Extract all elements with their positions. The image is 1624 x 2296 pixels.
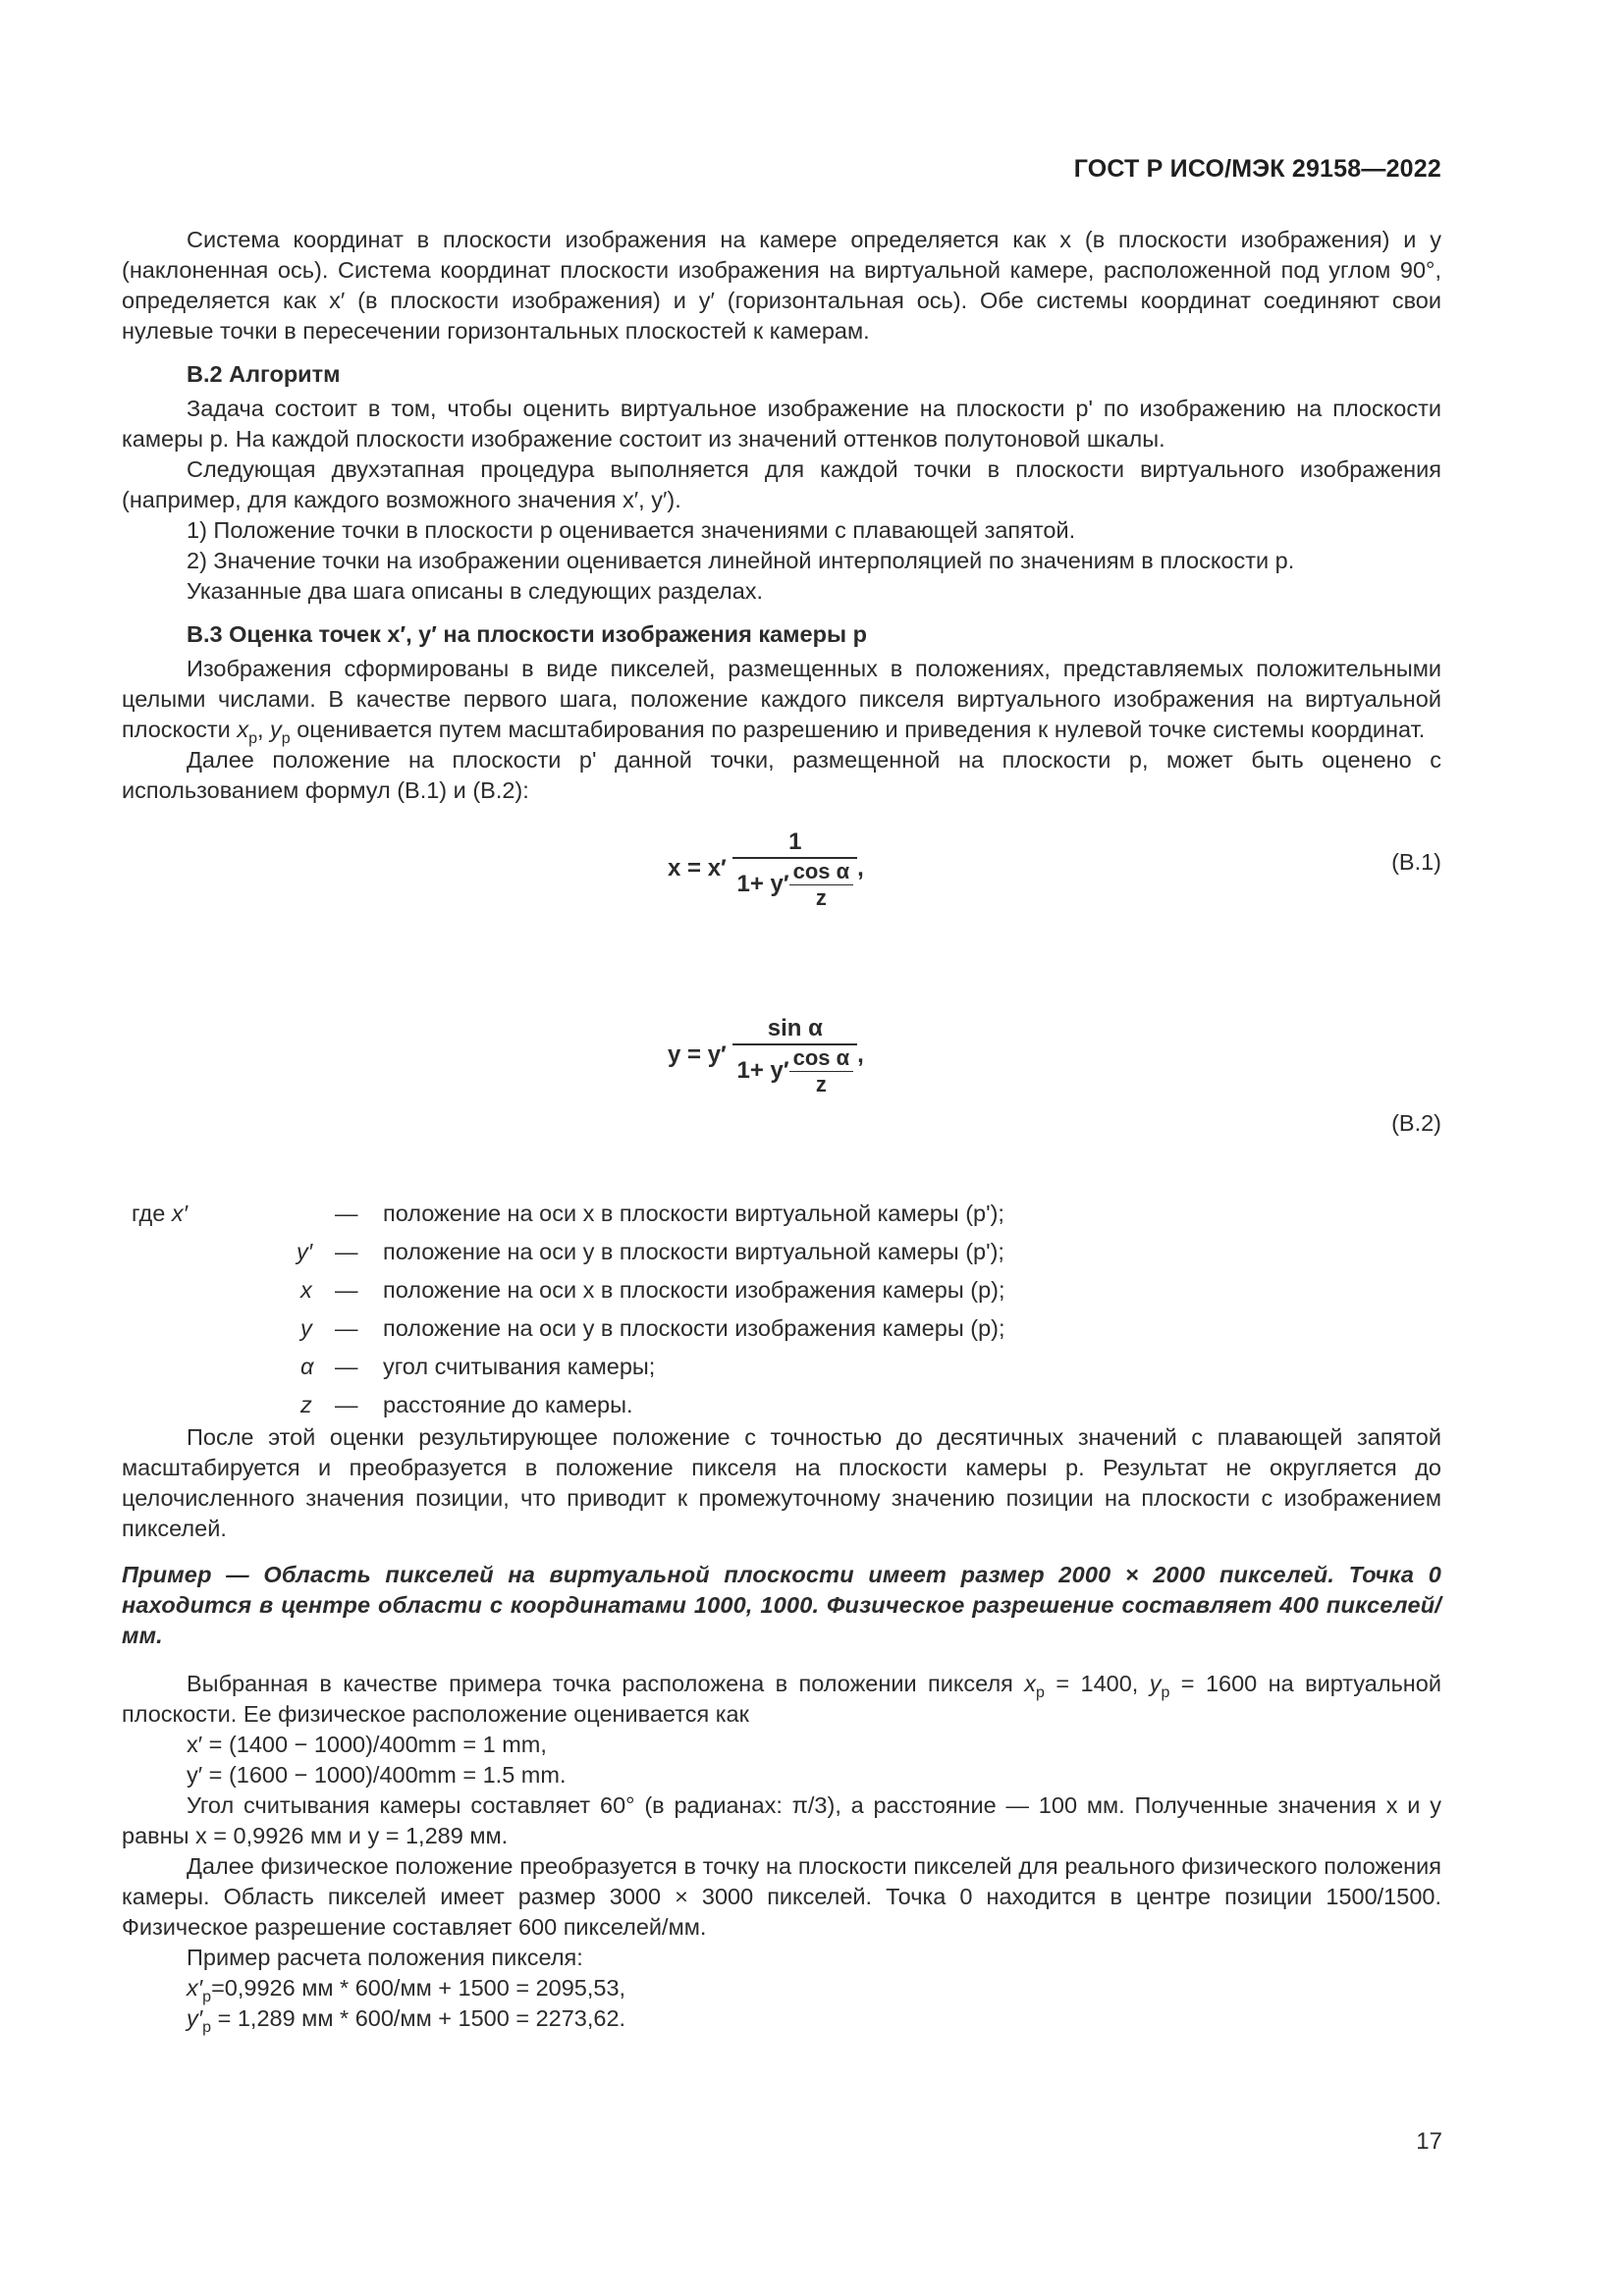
formula-b1 xyxy=(122,828,1441,985)
paragraph-b2-steps-note: Указанные два шага описаны в следующих разделах. xyxy=(187,578,764,604)
formula-b1-inner-fraction: $\frac{\text{cos α}}{z}$ xyxy=(789,859,854,911)
formula-b2-lhs: y = y′ xyxy=(668,1041,727,1068)
section-heading-b3: B.3 Оценка точек x′, y′ на плоскости изображения камеры p xyxy=(187,621,867,647)
formula-b1-expression: x = x′ 1 1+ y′ $\frac{\text{cos α}}{z}$ , xyxy=(668,828,864,910)
formula-b1-numerator: 1 xyxy=(788,828,802,855)
calc-line-xp: $x'_p=0,9926$ мм * 600/мм + 1500 = 2095,53, xyxy=(187,1975,626,2005)
page-content xyxy=(122,225,1441,2034)
paragraph-b3-formulas-intro: Далее положение на плоскости p' данной точки, размещенной на плоскости p, может быть оценено с использованием формул (B.1) и (B.2): xyxy=(122,747,1441,803)
calc-line-y: y′ = (1600 − 1000)/400mm = 1.5 mm. xyxy=(187,1762,567,1788)
formula-b2-inner-fraction: $\frac{\text{cos α}}{z}$ xyxy=(789,1045,854,1097)
definition-row: α — угол считывания камеры; xyxy=(300,1354,656,1379)
formula-b2-number: (B.2) xyxy=(1391,1110,1441,1136)
formula-b2-denominator: 1+ y′ $\frac{\text{cos α}}{z}$ xyxy=(732,1043,857,1097)
definition-lead: где x′ xyxy=(132,1201,188,1226)
paragraph-b2-task: Задача состоит в том, чтобы оценить виртуальное изображение на плоскости p' по изображению на плоскости камеры p. На каждой плоскости изображение состоит из значений оттенков полутоновой шкалы. xyxy=(122,396,1441,452)
formula-b2-numerator: sin α xyxy=(767,1015,823,1041)
calc-line-x: x′ = (1400 − 1000)/400mm = 1 mm, xyxy=(187,1732,547,1757)
document-id-header: ГОСТ Р ИСО/МЭК 29158—2022 xyxy=(1073,155,1441,183)
list-item-step-1: 1) Положение точки в плоскости p оценивается значениями с плавающей запятой. xyxy=(187,517,1076,543)
paragraph-after-evaluation: После этой оценки результирующее положение с точностью до десятичных значений с плавающей запятой масштабируется и преобразуется в положение пикселя на плоскости камеры p. Результат не округляется до целочисленного значения позиции, что приводит к промежуточному значению позиции на плоскости с изображением пикселей. xyxy=(122,1424,1441,1541)
definition-row: z — расстояние до камеры. xyxy=(300,1392,633,1417)
definition-row: где x′ — положение на оси x в плоскости виртуальной камеры (p'); xyxy=(122,1199,1441,1237)
calc-example-label: Пример расчета положения пикселя: xyxy=(187,1945,583,1970)
formula-b1-lhs: x = x′ xyxy=(668,854,727,881)
calc-line-yp: $y'_p = 1,289$ мм * 600/мм + 1500 = 2273,62. xyxy=(187,2005,626,2036)
formula-b2 xyxy=(122,1014,1441,1181)
variable-definitions xyxy=(122,1199,1441,1422)
paragraph-camera-angle: Угол считывания камеры составляет 60° (в радианах: π/3), а расстояние — 100 мм. Полученные значения x и y равны x = 0,9926 мм и y = 1,289 мм. xyxy=(122,1792,1441,1848)
example-note: Пример — Область пикселей на виртуальной плоскости имеет размер 2000 × 2000 пикселей. Точка 0 находится в центре области с координатами 1000, 1000. Физическое разрешение составляет 400 пикселей/мм. xyxy=(122,1562,1441,1648)
formula-b2-expression: y = y′ sin α 1+ y′ $\frac{\text{cos α}}{z}$ , xyxy=(668,1015,864,1096)
paragraph-b2-procedure: Следующая двухэтапная процедура выполняется для каждой точки в плоскости виртуального изображения (например, для каждого возможного значения x′, y′). xyxy=(122,456,1441,512)
formula-b1-fraction xyxy=(732,828,857,911)
definition-row: x — положение на оси x в плоскости изображения камеры (p); xyxy=(300,1277,1005,1303)
section-heading-b2: B.2 Алгоритм xyxy=(187,361,341,387)
paragraph-example-point: Выбранная в качестве примера точка расположена в положении пикселя $x_p = 1400$, $y_p = 1600$ на виртуальной плоскости. Ее физическое расположение оценивается как xyxy=(122,1671,1441,1727)
paragraph-physical-position: Далее физическое положение преобразуется в точку на плоскости пикселей для реального физического положения камеры. Область пикселей имеет размер 3000 × 3000 пикселей. Точка 0 находится в центре позиции 1500/1500. Физическое разрешение составляет 600 пикселей/мм. xyxy=(122,1853,1441,1940)
paragraph-coord-system: Система координат в плоскости изображения на камере определяется как x (в плоскости изображения) и y (наклоненная ось). Система координат плоскости изображения на виртуальной камере, расположенной под углом 90°, определяется как x′ (в плоскости изображения) и y′ (горизонтальная ось). Обе системы координат соединяют свои нулевые точки в пересечении горизонтальных плоскостей к камерам. xyxy=(122,227,1441,344)
formula-b2-fraction xyxy=(732,1014,857,1097)
formula-b1-denominator: 1+ y′ $\frac{\text{cos α}}{z}$ xyxy=(732,857,857,911)
definition-row: y — положение на оси y в плоскости изображения камеры (p); xyxy=(300,1315,1005,1341)
paragraph-b3-pixels: Изображения сформированы в виде пикселей, размещенных в положениях, представляемых положительными целыми числами. В качестве первого шага, положение каждого пикселя виртуального изображения на виртуальной плоскости $x_p$, $y_p$ оценивается путем масштабирования по разрешению и приведения к нулевой точке системы координат. xyxy=(122,656,1441,747)
page-number: 17 xyxy=(1416,2128,1442,2155)
definition-row: y′ — положение на оси y в плоскости виртуальной камеры (p'); xyxy=(297,1239,1004,1264)
formula-b1-number: (B.1) xyxy=(1391,849,1441,875)
list-item-step-2: 2) Значение точки на изображении оценивается линейной интерполяцией по значениям в плоскости p. xyxy=(187,548,1295,573)
